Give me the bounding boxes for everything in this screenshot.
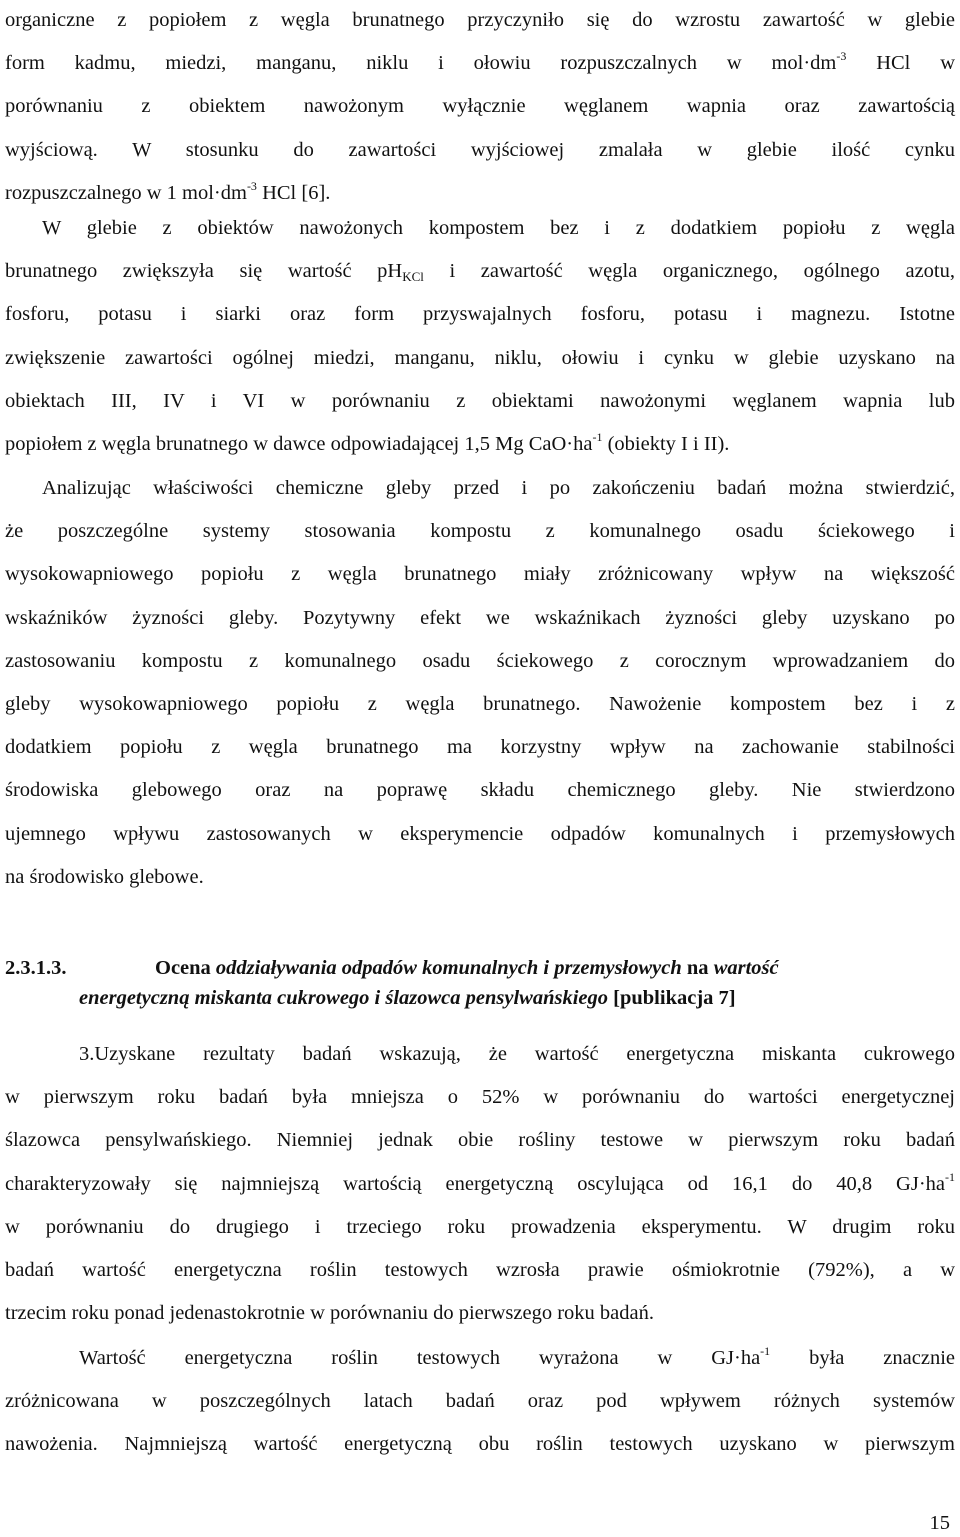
text-line: dodatkiem popiołu z węgla brunatnego ma korzystny wpływ na zachowanie stabilności bbox=[5, 736, 955, 759]
text-line: rozpuszczalnego w 1 $mol\cdot dm^{-3}$ HCl [6]. bbox=[5, 178, 331, 204]
paragraph-3 bbox=[5, 467, 955, 899]
text-line: w porównaniu do drugiego i trzeciego roku prowadzenia eksperymentu. W drugim roku bbox=[5, 1215, 955, 1238]
text-line: brunatnego zwiększyła się wartość $pH_{KCl}$ i zawartość węgla organicznego, ogólnego azotu, bbox=[5, 260, 955, 285]
text-line: badań wartość energetyczna roślin testowych wzrosła prawie ośmiokrotnie (792%), a w bbox=[5, 1258, 955, 1281]
text-line: wyjściową. W stosunku do zawartości wyjściowej zmalała w glebie ilość cynku bbox=[5, 138, 955, 161]
text-line: zwiększenie zawartości ogólnej miedzi, manganu, niklu, ołowiu i cynku w glebie uzyskano na bbox=[5, 346, 955, 369]
paragraph-4 bbox=[5, 1033, 955, 1335]
text-line: trzecim roku ponad jedenastokrotnie w porównaniu do pierwszego roku badań. bbox=[5, 1302, 654, 1325]
section-title-line-1: Ocena oddziaływania odpadów komunalnych i przemysłowych na wartość bbox=[155, 957, 779, 979]
text-line: form kadmu, miedzi, manganu, niklu i ołowiu rozpuszczalnych w $mol\cdot dm^{-3}$ HCl w bbox=[5, 49, 955, 75]
text-line: fosforu, potasu i siarki oraz form przyswajalnych fosforu, potasu i magnezu. Istotne bbox=[5, 303, 955, 326]
text-line: wysokowapniowego popiołu z węgla brunatnego miały zróżnicowany wpływ na większość bbox=[5, 563, 955, 586]
page-number: 15 bbox=[929, 1512, 950, 1534]
text-line: zróżnicowana w poszczególnych latach badań oraz pod wpływem różnych systemów bbox=[5, 1390, 955, 1413]
paragraph-1 bbox=[5, 0, 955, 215]
text-line: W glebie z obiektów nawożonych kompostem bez i z dodatkiem popiołu z węgla bbox=[42, 217, 955, 239]
text-line: wskaźników żyzności gleby. Pozytywny efekt we wskaźnikach żyzności gleby uzyskano po bbox=[5, 606, 955, 629]
paragraph-2 bbox=[5, 207, 955, 466]
text-line: na środowisko glebowe. bbox=[5, 865, 204, 888]
text-line: nawożenia. Najmniejszą wartość energetyczną obu roślin testowych uzyskano w pierwszym bbox=[5, 1433, 955, 1456]
text-line: gleby wysokowapniowego popiołu z węgla brunatnego. Nawożenie kompostem bez i z bbox=[5, 692, 955, 715]
text-line: popiołem z węgla brunatnego w dawce odpowiadającej 1,5 Mg $CaO\cdot ha^{-1}$ (obiekty I i II). bbox=[5, 429, 730, 455]
text-line: Analizując właściwości chemiczne gleby przed i po zakończeniu badań można stwierdzić, bbox=[42, 477, 955, 499]
text-line: że poszczególne systemy stosowania kompostu z komunalnego osadu ściekowego i bbox=[5, 520, 955, 543]
text-line: Wartość energetyczna roślin testowych wyrażona w $GJ\cdot ha^{-1}$ była znacznie bbox=[79, 1344, 955, 1369]
section-title-line-2: energetyczną miskanta cukrowego i ślazowca pensylwańskiego [publikacja 7] bbox=[79, 987, 736, 1009]
text-line: charakteryzowały się najmniejszą wartością energetyczną oscylująca od 16,1 do 40,8 $GJ\cdot ha^{-1}$ bbox=[5, 1169, 955, 1195]
paragraph-5 bbox=[5, 1337, 955, 1467]
text-line: 3.Uzyskane rezultaty badań wskazują, że wartość energetyczna miskanta cukrowego bbox=[79, 1043, 955, 1065]
text-line: w pierwszym roku badań była mniejsza o 52% w porównaniu do wartości energetycznej bbox=[5, 1086, 955, 1109]
text-line: zastosowaniu kompostu z komunalnego osadu ściekowego z corocznym wprowadzaniem do bbox=[5, 649, 955, 672]
text-line: organiczne z popiołem z węgla brunatnego przyczyniło się do wzrostu zawartość w glebie bbox=[5, 9, 955, 31]
text-line: porównaniu z obiektem nawożonym wyłącznie węglanem wapnia oraz zawartością bbox=[5, 95, 955, 118]
text-line: ujemnego wpływu zastosowanych w eksperymencie odpadów komunalnych i przemysłowych bbox=[5, 822, 955, 845]
text-line: środowiska glebowego oraz na poprawę składu chemicznego gleby. Nie stwierdzono bbox=[5, 779, 955, 802]
text-line: ślazowca pensylwańskiego. Niemniej jednak obie rośliny testowe w pierwszym roku badań bbox=[5, 1129, 955, 1152]
text-line: obiektach III, IV i VI w porównaniu z obiektami nawożonymi węglanem wapnia lub bbox=[5, 389, 955, 412]
section-number: 2.3.1.3. bbox=[5, 957, 67, 979]
